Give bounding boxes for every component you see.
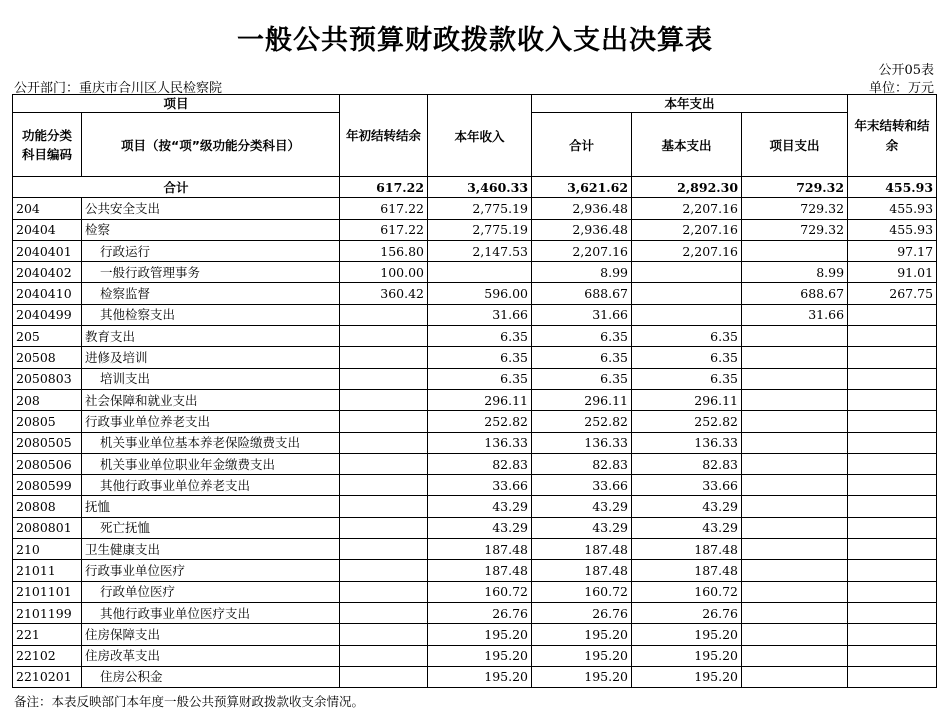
header-basic: 基本支出 <box>632 113 742 177</box>
row-opening: 617.22 <box>340 198 428 219</box>
row-name: 住房公积金 <box>82 666 340 687</box>
row-closing <box>848 581 937 602</box>
table-row <box>13 517 937 538</box>
row-project: 688.67 <box>742 283 848 304</box>
table-row <box>13 539 937 560</box>
row-basic: 33.66 <box>632 475 742 496</box>
row-income: 43.29 <box>428 496 532 517</box>
row-name: 行政单位医疗 <box>82 581 340 602</box>
row-opening: 360.42 <box>340 283 428 304</box>
row-expense-total: 43.29 <box>532 496 632 517</box>
row-opening <box>340 602 428 623</box>
row-closing <box>848 560 937 581</box>
row-basic: 2,207.16 <box>632 198 742 219</box>
row-code: 204 <box>13 198 82 219</box>
row-opening <box>340 389 428 410</box>
row-basic: 136.33 <box>632 432 742 453</box>
total-basic: 2,892.30 <box>632 177 742 198</box>
row-expense-total: 252.82 <box>532 411 632 432</box>
row-opening <box>340 666 428 687</box>
row-code: 2040499 <box>13 304 82 325</box>
row-expense-total: 2,936.48 <box>532 198 632 219</box>
row-expense-total: 136.33 <box>532 432 632 453</box>
row-expense-total: 6.35 <box>532 326 632 347</box>
row-basic: 2,207.16 <box>632 219 742 240</box>
row-code: 2080505 <box>13 432 82 453</box>
row-code: 2080599 <box>13 475 82 496</box>
row-closing <box>848 347 937 368</box>
row-expense-total: 43.29 <box>532 517 632 538</box>
row-name: 机关事业单位基本养老保险缴费支出 <box>82 432 340 453</box>
row-closing <box>848 539 937 560</box>
table-row <box>13 453 937 474</box>
row-project <box>742 560 848 581</box>
table-row <box>13 219 937 240</box>
row-project <box>742 475 848 496</box>
row-opening: 100.00 <box>340 262 428 283</box>
row-expense-total: 187.48 <box>532 560 632 581</box>
row-opening <box>340 432 428 453</box>
footnote: 备注：本表反映部门本年度一般公共预算财政拨款收支余情况。 <box>14 694 365 709</box>
row-code: 2080506 <box>13 453 82 474</box>
form-number: 公开05表 <box>878 63 934 78</box>
table-row <box>13 432 937 453</box>
row-basic: 195.20 <box>632 645 742 666</box>
row-name: 行政事业单位养老支出 <box>82 411 340 432</box>
header-closing-balance: 年末结转和结余 <box>848 95 937 177</box>
row-opening: 156.80 <box>340 240 428 261</box>
row-expense-total: 6.35 <box>532 347 632 368</box>
row-basic: 187.48 <box>632 539 742 560</box>
row-opening <box>340 581 428 602</box>
row-closing <box>848 517 937 538</box>
row-basic: 82.83 <box>632 453 742 474</box>
row-basic <box>632 283 742 304</box>
row-project <box>742 517 848 538</box>
header-expense-total: 合计 <box>532 113 632 177</box>
row-expense-total: 8.99 <box>532 262 632 283</box>
table-row <box>13 666 937 687</box>
row-project <box>742 666 848 687</box>
row-expense-total: 2,207.16 <box>532 240 632 261</box>
row-project <box>742 240 848 261</box>
row-project <box>742 326 848 347</box>
row-closing <box>848 389 937 410</box>
row-closing: 97.17 <box>848 240 937 261</box>
table-row <box>13 262 937 283</box>
row-expense-total: 31.66 <box>532 304 632 325</box>
row-expense-total: 82.83 <box>532 453 632 474</box>
table-row <box>13 368 937 389</box>
row-project: 8.99 <box>742 262 848 283</box>
row-code: 208 <box>13 389 82 410</box>
row-expense-total: 688.67 <box>532 283 632 304</box>
table-row <box>13 602 937 623</box>
row-code: 2080801 <box>13 517 82 538</box>
row-name: 卫生健康支出 <box>82 539 340 560</box>
table-row <box>13 326 937 347</box>
row-income: 2,147.53 <box>428 240 532 261</box>
row-name: 培训支出 <box>82 368 340 389</box>
row-opening <box>340 411 428 432</box>
row-project <box>742 539 848 560</box>
row-closing <box>848 304 937 325</box>
table-row <box>13 304 937 325</box>
unit-label: 单位：万元 <box>868 81 934 96</box>
row-income: 160.72 <box>428 581 532 602</box>
row-project <box>742 453 848 474</box>
row-opening <box>340 624 428 645</box>
row-project: 729.32 <box>742 219 848 240</box>
row-code: 2040401 <box>13 240 82 261</box>
row-closing <box>848 432 937 453</box>
row-project <box>742 411 848 432</box>
total-row <box>13 177 937 198</box>
row-income: 296.11 <box>428 389 532 410</box>
row-closing <box>848 411 937 432</box>
row-expense-total: 33.66 <box>532 475 632 496</box>
budget-table <box>12 94 937 688</box>
row-opening <box>340 539 428 560</box>
row-income <box>428 262 532 283</box>
total-project: 729.32 <box>742 177 848 198</box>
row-basic: 43.29 <box>632 517 742 538</box>
row-name: 抚恤 <box>82 496 340 517</box>
row-name: 社会保障和就业支出 <box>82 389 340 410</box>
row-code: 20404 <box>13 219 82 240</box>
row-code: 210 <box>13 539 82 560</box>
page-title: 一般公共预算财政拨款收入支出决算表 <box>237 25 713 56</box>
row-opening <box>340 326 428 347</box>
row-expense-total: 160.72 <box>532 581 632 602</box>
row-opening <box>340 304 428 325</box>
row-income: 6.35 <box>428 326 532 347</box>
row-basic: 6.35 <box>632 368 742 389</box>
row-income: 82.83 <box>428 453 532 474</box>
row-income: 26.76 <box>428 602 532 623</box>
row-expense-total: 296.11 <box>532 389 632 410</box>
row-closing <box>848 602 937 623</box>
table-row <box>13 283 937 304</box>
row-expense-total: 195.20 <box>532 624 632 645</box>
row-code: 2050803 <box>13 368 82 389</box>
row-expense-total: 195.20 <box>532 666 632 687</box>
row-income: 2,775.19 <box>428 198 532 219</box>
row-project <box>742 645 848 666</box>
row-income: 33.66 <box>428 475 532 496</box>
row-opening <box>340 475 428 496</box>
row-expense-total: 6.35 <box>532 368 632 389</box>
row-name: 其他行政事业单位养老支出 <box>82 475 340 496</box>
table-row <box>13 389 937 410</box>
row-income: 2,775.19 <box>428 219 532 240</box>
row-basic: 2,207.16 <box>632 240 742 261</box>
row-name: 进修及培训 <box>82 347 340 368</box>
row-project: 31.66 <box>742 304 848 325</box>
row-income: 136.33 <box>428 432 532 453</box>
row-expense-total: 187.48 <box>532 539 632 560</box>
row-closing <box>848 368 937 389</box>
header-opening-balance: 年初结转结余 <box>340 95 428 177</box>
row-code: 20805 <box>13 411 82 432</box>
row-opening <box>340 496 428 517</box>
row-basic: 43.29 <box>632 496 742 517</box>
row-name: 公共安全支出 <box>82 198 340 219</box>
total-income: 3,460.33 <box>428 177 532 198</box>
total-opening: 617.22 <box>340 177 428 198</box>
total-expense: 3,621.62 <box>532 177 632 198</box>
row-closing <box>848 453 937 474</box>
row-name: 住房保障支出 <box>82 624 340 645</box>
row-income: 252.82 <box>428 411 532 432</box>
header-code: 功能分类科目编码 <box>13 113 82 177</box>
row-closing <box>848 645 937 666</box>
row-basic: 195.20 <box>632 624 742 645</box>
row-opening: 617.22 <box>340 219 428 240</box>
row-opening <box>340 453 428 474</box>
table-row <box>13 560 937 581</box>
row-code: 2040402 <box>13 262 82 283</box>
row-opening <box>340 368 428 389</box>
row-code: 2210201 <box>13 666 82 687</box>
total-closing: 455.93 <box>848 177 937 198</box>
row-income: 187.48 <box>428 560 532 581</box>
table-row <box>13 496 937 517</box>
total-label: 合计 <box>13 177 340 198</box>
row-closing: 455.93 <box>848 219 937 240</box>
header-item-name: 项目（按“项”级功能分类科目） <box>82 113 340 177</box>
row-code: 20808 <box>13 496 82 517</box>
row-name: 住房改革支出 <box>82 645 340 666</box>
row-code: 20508 <box>13 347 82 368</box>
row-income: 596.00 <box>428 283 532 304</box>
row-name: 行政事业单位医疗 <box>82 560 340 581</box>
row-opening <box>340 347 428 368</box>
row-basic <box>632 262 742 283</box>
row-income: 6.35 <box>428 347 532 368</box>
row-project <box>742 432 848 453</box>
row-basic: 195.20 <box>632 666 742 687</box>
row-closing <box>848 666 937 687</box>
row-closing: 455.93 <box>848 198 937 219</box>
row-expense-total: 26.76 <box>532 602 632 623</box>
table-row <box>13 198 937 219</box>
row-name: 检察 <box>82 219 340 240</box>
row-income: 31.66 <box>428 304 532 325</box>
row-expense-total: 2,936.48 <box>532 219 632 240</box>
row-name: 机关事业单位职业年金缴费支出 <box>82 453 340 474</box>
row-closing <box>848 624 937 645</box>
row-closing <box>848 475 937 496</box>
row-name: 其他行政事业单位医疗支出 <box>82 602 340 623</box>
row-code: 2101101 <box>13 581 82 602</box>
row-name: 一般行政管理事务 <box>82 262 340 283</box>
row-name: 其他检察支出 <box>82 304 340 325</box>
row-income: 187.48 <box>428 539 532 560</box>
row-name: 教育支出 <box>82 326 340 347</box>
row-basic: 160.72 <box>632 581 742 602</box>
row-basic: 6.35 <box>632 326 742 347</box>
row-opening <box>340 517 428 538</box>
row-basic <box>632 304 742 325</box>
row-code: 205 <box>13 326 82 347</box>
row-income: 6.35 <box>428 368 532 389</box>
row-closing <box>848 496 937 517</box>
row-opening <box>340 560 428 581</box>
table-row <box>13 645 937 666</box>
header-project: 项目 <box>13 95 340 113</box>
row-basic: 187.48 <box>632 560 742 581</box>
row-income: 195.20 <box>428 666 532 687</box>
row-closing: 91.01 <box>848 262 937 283</box>
header-expense-group: 本年支出 <box>532 95 848 113</box>
row-basic: 6.35 <box>632 347 742 368</box>
row-project <box>742 347 848 368</box>
row-income: 195.20 <box>428 645 532 666</box>
row-project <box>742 368 848 389</box>
row-basic: 296.11 <box>632 389 742 410</box>
row-project: 729.32 <box>742 198 848 219</box>
row-name: 检察监督 <box>82 283 340 304</box>
row-code: 221 <box>13 624 82 645</box>
table-row <box>13 475 937 496</box>
row-project <box>742 602 848 623</box>
row-basic: 26.76 <box>632 602 742 623</box>
row-closing: 267.75 <box>848 283 937 304</box>
row-code: 21011 <box>13 560 82 581</box>
row-project <box>742 624 848 645</box>
row-code: 22102 <box>13 645 82 666</box>
row-closing <box>848 326 937 347</box>
row-project <box>742 389 848 410</box>
row-basic: 252.82 <box>632 411 742 432</box>
row-income: 195.20 <box>428 624 532 645</box>
header-income: 本年收入 <box>428 95 532 177</box>
table-row <box>13 581 937 602</box>
row-income: 43.29 <box>428 517 532 538</box>
row-project <box>742 581 848 602</box>
row-code: 2040410 <box>13 283 82 304</box>
header-project-expense: 项目支出 <box>742 113 848 177</box>
row-expense-total: 195.20 <box>532 645 632 666</box>
department-label: 公开部门：重庆市合川区人民检察院 <box>14 81 223 96</box>
row-code: 2101199 <box>13 602 82 623</box>
table-row <box>13 411 937 432</box>
row-name: 死亡抚恤 <box>82 517 340 538</box>
table-row <box>13 347 937 368</box>
row-opening <box>340 645 428 666</box>
row-project <box>742 496 848 517</box>
row-name: 行政运行 <box>82 240 340 261</box>
table-row <box>13 240 937 261</box>
table-row <box>13 624 937 645</box>
